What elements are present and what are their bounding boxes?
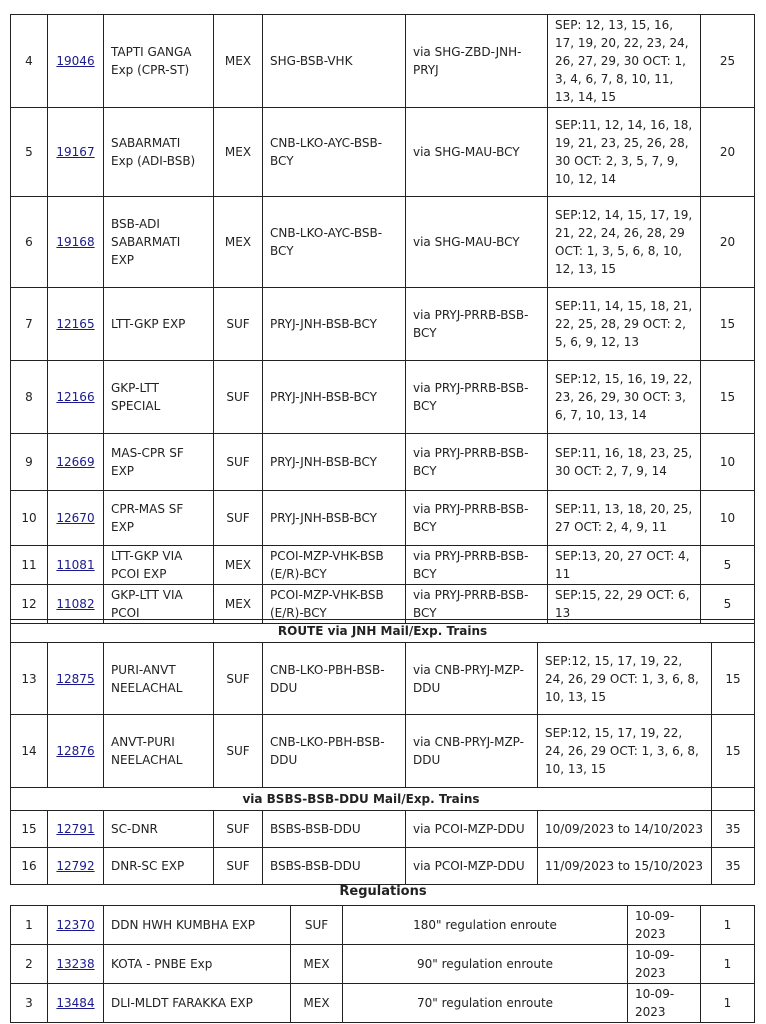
table-row [11, 108, 755, 197]
train-type: SUF [214, 643, 263, 715]
train-name: TAPTI GANGA Exp (CPR-ST) [104, 15, 214, 108]
train-name: KOTA - PNBE Exp [104, 945, 291, 984]
empty-cell [712, 788, 755, 811]
dates: SEP:11, 13, 18, 20, 25, 27 OCT: 2, 4, 9, 11 [548, 491, 701, 546]
route: PRYJ-JNH-BSB-BCY [263, 434, 406, 491]
diversion-via: via CNB-PRYJ-MZP-DDU [406, 643, 538, 715]
train-number-link[interactable]: 13238 [56, 957, 95, 971]
dates: SEP:11, 16, 18, 23, 25, 30 OCT: 2, 7, 9, 14 [548, 434, 701, 491]
train-number-cell [48, 906, 104, 945]
train-number-link[interactable]: 12875 [56, 671, 95, 686]
train-name: LTT-GKP VIA PCOI EXP [104, 546, 214, 585]
section-heading: ROUTE via JNH Mail/Exp. Trains [11, 620, 755, 643]
train-name: ANVT-PURI NEELACHAL [104, 715, 214, 788]
route: PRYJ-JNH-BSB-BCY [263, 361, 406, 434]
dates: SEP:12, 15, 16, 19, 22, 23, 26, 29, 30 OCT: 3, 6, 7, 10, 13, 14 [548, 361, 701, 434]
serial-number: 3 [11, 984, 48, 1023]
train-number-cell [48, 811, 104, 848]
route: SHG-BSB-VHK [263, 15, 406, 108]
regulation-row [11, 945, 755, 984]
table-row [11, 434, 755, 491]
table-row [11, 585, 755, 624]
table-row [11, 361, 755, 434]
train-number-link[interactable]: 12791 [56, 822, 95, 836]
serial-number: 15 [11, 811, 48, 848]
train-number-cell [48, 108, 104, 197]
serial-number: 11 [11, 546, 48, 585]
dates: SEP:12, 14, 15, 17, 19, 21, 22, 24, 26, 28, 29 OCT: 1, 3, 5, 6, 8, 10, 12, 13, 15 [548, 197, 701, 288]
regulation-detail: 70" regulation enroute [343, 984, 628, 1023]
diversion-via: via SHG-ZBD-JNH-PRYJ [406, 15, 548, 108]
train-type: MEX [214, 197, 263, 288]
diversion-via: via PCOI-MZP-DDU [406, 811, 538, 848]
train-number-cell [48, 361, 104, 434]
train-type: SUF [214, 715, 263, 788]
train-number-link[interactable]: 11081 [56, 558, 95, 572]
dates: 11/09/2023 to 15/10/2023 [538, 848, 712, 885]
trip-count: 15 [712, 715, 755, 788]
serial-number: 9 [11, 434, 48, 491]
train-type: MEX [214, 585, 263, 624]
dates: SEP:12, 15, 17, 19, 22, 24, 26, 29 OCT: 1, 3, 6, 8, 10, 13, 15 [538, 715, 712, 788]
train-number-cell [48, 984, 104, 1023]
regulation-detail: 90" regulation enroute [343, 945, 628, 984]
train-number-link[interactable]: 12669 [56, 455, 95, 469]
table-row [11, 715, 755, 788]
trip-count: 20 [701, 108, 755, 197]
route: PRYJ-JNH-BSB-BCY [263, 491, 406, 546]
train-number-link[interactable]: 12165 [56, 317, 95, 331]
train-type: SUF [214, 491, 263, 546]
regulation-detail: 180" regulation enroute [343, 906, 628, 945]
trip-count: 5 [701, 546, 755, 585]
serial-number: 2 [11, 945, 48, 984]
train-number-cell [48, 491, 104, 546]
diversion-via: via PRYJ-PRRB-BSB-BCY [406, 434, 548, 491]
train-type: SUF [291, 906, 343, 945]
diversion-via: via PRYJ-PRRB-BSB-BCY [406, 585, 548, 624]
train-name: MAS-CPR SF EXP [104, 434, 214, 491]
train-number-cell [48, 197, 104, 288]
train-number-cell [48, 945, 104, 984]
regulations-table [10, 905, 755, 1023]
count: 1 [701, 906, 755, 945]
train-number-link[interactable]: 19168 [56, 235, 95, 249]
train-type: SUF [214, 848, 263, 885]
train-number-link[interactable]: 12670 [56, 511, 95, 525]
train-number-link[interactable]: 12370 [56, 918, 95, 932]
train-number-link[interactable]: 19046 [56, 54, 95, 68]
serial-number: 16 [11, 848, 48, 885]
train-type: MEX [291, 984, 343, 1023]
train-name: BSB-ADI SABARMATI EXP [104, 197, 214, 288]
trip-count: 15 [701, 361, 755, 434]
regulation-row [11, 906, 755, 945]
dates: SEP:11, 12, 14, 16, 18, 19, 21, 23, 25, 26, 28, 30 OCT: 2, 3, 5, 7, 9, 10, 12, 14 [548, 108, 701, 197]
trip-count: 35 [712, 848, 755, 885]
table-row [11, 15, 755, 108]
table-row [11, 197, 755, 288]
dates: SEP: 12, 13, 15, 16, 17, 19, 20, 22, 23, 24, 26, 27, 29, 30 OCT: 1, 3, 4, 6, 7, 8, 10, 11, 13, 14, 15 [548, 15, 701, 108]
train-number-link[interactable]: 12166 [56, 390, 95, 404]
train-name: SC-DNR [104, 811, 214, 848]
count: 1 [701, 945, 755, 984]
train-name: CPR-MAS SF EXP [104, 491, 214, 546]
dates: SEP:12, 15, 17, 19, 22, 24, 26, 29 OCT: 1, 3, 6, 8, 10, 13, 15 [538, 643, 712, 715]
train-type: MEX [214, 15, 263, 108]
train-type: SUF [214, 361, 263, 434]
route: BSBS-BSB-DDU [263, 811, 406, 848]
trip-count: 35 [712, 811, 755, 848]
serial-number: 5 [11, 108, 48, 197]
trip-count: 10 [701, 434, 755, 491]
section-header-row [11, 620, 755, 643]
route: CNB-LKO-AYC-BSB-BCY [263, 108, 406, 197]
diversion-via: via SHG-MAU-BCY [406, 197, 548, 288]
train-type: MEX [291, 945, 343, 984]
route: PRYJ-JNH-BSB-BCY [263, 288, 406, 361]
train-number-link[interactable]: 19167 [56, 145, 95, 159]
train-name: SABARMATI Exp (ADI-BSB) [104, 108, 214, 197]
regulation-row [11, 984, 755, 1023]
dates: SEP:13, 20, 27 OCT: 4, 11 [548, 546, 701, 585]
table-row [11, 491, 755, 546]
diversion-via: via PCOI-MZP-DDU [406, 848, 538, 885]
table-row [11, 848, 755, 885]
train-number-cell [48, 434, 104, 491]
train-number-cell [48, 715, 104, 788]
train-number-cell [48, 643, 104, 715]
train-name: GKP-LTT VIA PCOI [104, 585, 214, 624]
route: PCOI-MZP-VHK-BSB (E/R)-BCY [263, 585, 406, 624]
trip-count: 20 [701, 197, 755, 288]
train-number-link[interactable]: 12792 [56, 859, 95, 873]
trip-count: 10 [701, 491, 755, 546]
train-number-cell [48, 15, 104, 108]
dates: SEP:15, 22, 29 OCT: 6, 13 [548, 585, 701, 624]
route: CNB-LKO-AYC-BSB-BCY [263, 197, 406, 288]
train-number-cell [48, 585, 104, 624]
train-name: DNR-SC EXP [104, 848, 214, 885]
section-header-row [11, 788, 755, 811]
serial-number: 13 [11, 643, 48, 715]
serial-number: 14 [11, 715, 48, 788]
regulations-heading: Regulations [339, 884, 427, 899]
serial-number: 1 [11, 906, 48, 945]
route: CNB-LKO-PBH-BSB-DDU [263, 715, 406, 788]
diversion-via: via PRYJ-PRRB-BSB-BCY [406, 491, 548, 546]
trip-count: 5 [701, 585, 755, 624]
train-number-link[interactable]: 13484 [56, 996, 95, 1010]
diversion-via: via SHG-MAU-BCY [406, 108, 548, 197]
train-name: DDN HWH KUMBHA EXP [104, 906, 291, 945]
train-number-link[interactable]: 12876 [56, 744, 95, 758]
diversion-via: via PRYJ-PRRB-BSB-BCY [406, 546, 548, 585]
jnh-route-table [10, 619, 755, 885]
serial-number: 6 [11, 197, 48, 288]
route: BSBS-BSB-DDU [263, 848, 406, 885]
train-schedule-table [10, 14, 755, 624]
diversion-via: via PRYJ-PRRB-BSB-BCY [406, 288, 548, 361]
table-row [11, 811, 755, 848]
regulation-date: 10-09-2023 [628, 945, 701, 984]
trip-count: 25 [701, 15, 755, 108]
route: PCOI-MZP-VHK-BSB (E/R)-BCY [263, 546, 406, 585]
diversion-via: via PRYJ-PRRB-BSB-BCY [406, 361, 548, 434]
trip-count: 15 [712, 643, 755, 715]
table-row [11, 546, 755, 585]
serial-number: 12 [11, 585, 48, 624]
train-number-cell [48, 288, 104, 361]
table-row [11, 643, 755, 715]
train-name: LTT-GKP EXP [104, 288, 214, 361]
train-number-link[interactable]: 11082 [56, 597, 95, 611]
regulation-date: 10-09-2023 [628, 984, 701, 1023]
dates: 10/09/2023 to 14/10/2023 [538, 811, 712, 848]
count: 1 [701, 984, 755, 1023]
train-type: SUF [214, 811, 263, 848]
train-type: SUF [214, 288, 263, 361]
train-type: SUF [214, 434, 263, 491]
route: CNB-LKO-PBH-BSB-DDU [263, 643, 406, 715]
diversion-via: via CNB-PRYJ-MZP-DDU [406, 715, 538, 788]
serial-number: 8 [11, 361, 48, 434]
train-name: PURI-ANVT NEELACHAL [104, 643, 214, 715]
train-type: MEX [214, 546, 263, 585]
train-type: MEX [214, 108, 263, 197]
regulation-date: 10-09-2023 [628, 906, 701, 945]
train-number-cell [48, 546, 104, 585]
serial-number: 7 [11, 288, 48, 361]
serial-number: 10 [11, 491, 48, 546]
table-row [11, 288, 755, 361]
trip-count: 15 [701, 288, 755, 361]
section-heading: via BSBS-BSB-DDU Mail/Exp. Trains [11, 788, 712, 811]
train-name: GKP-LTT SPECIAL [104, 361, 214, 434]
dates: SEP:11, 14, 15, 18, 21, 22, 25, 28, 29 OCT: 2, 5, 6, 9, 12, 13 [548, 288, 701, 361]
train-number-cell [48, 848, 104, 885]
train-name: DLI-MLDT FARAKKA EXP [104, 984, 291, 1023]
serial-number: 4 [11, 15, 48, 108]
